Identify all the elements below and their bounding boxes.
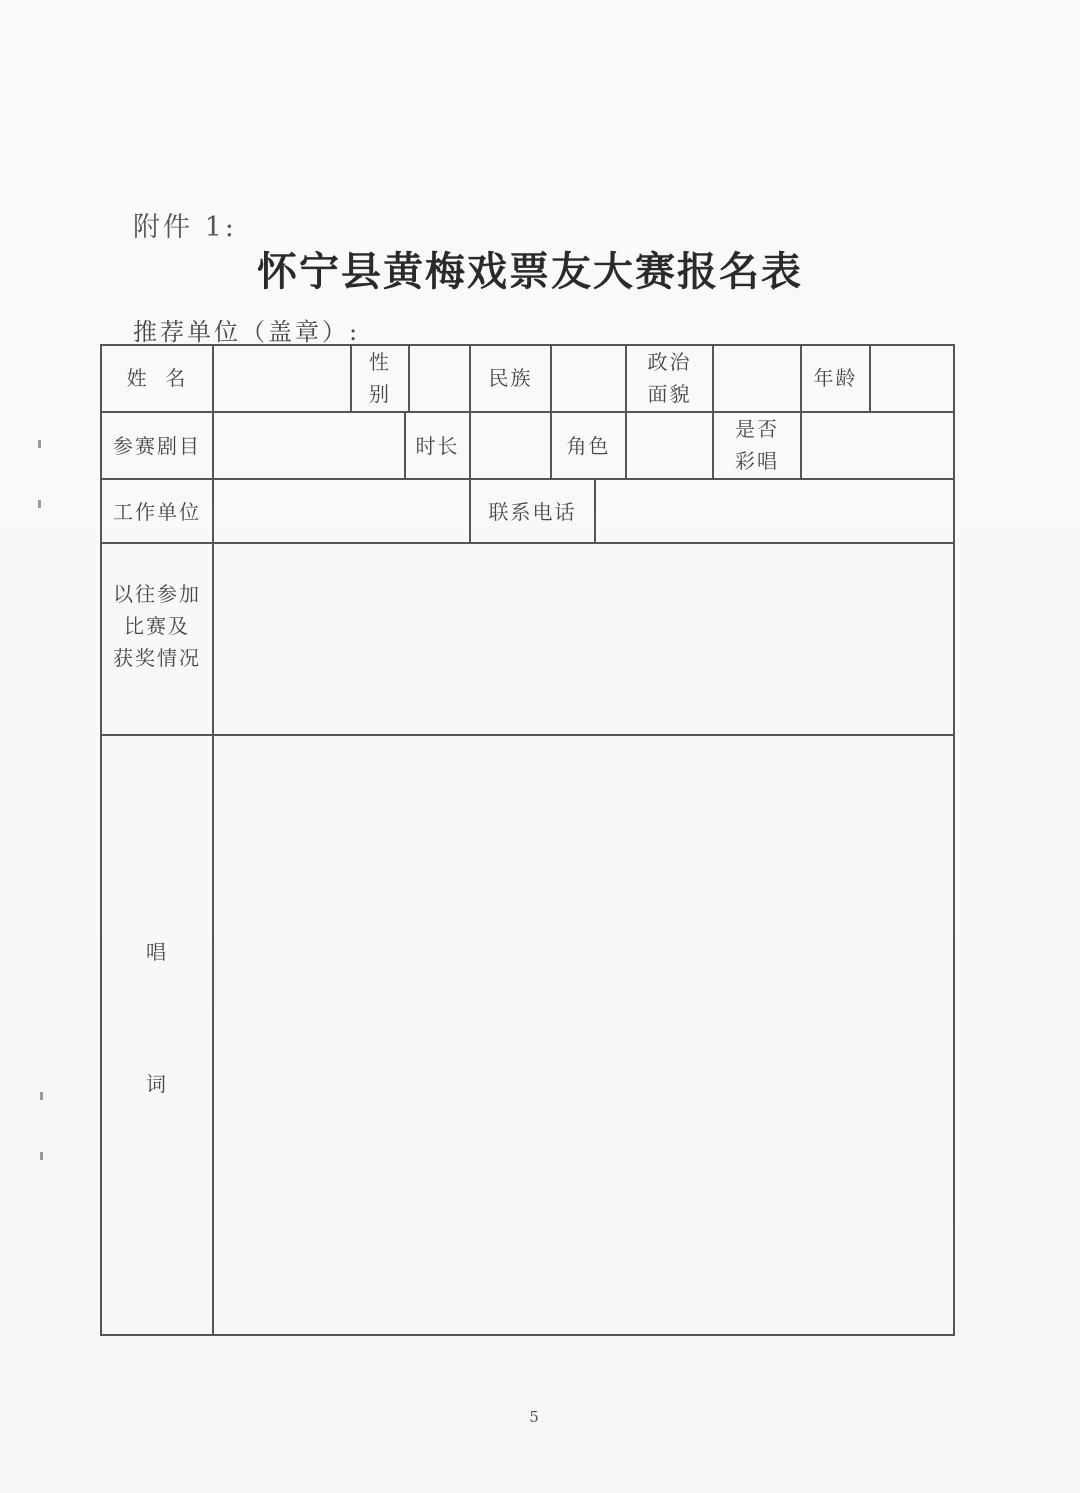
scan-artifact [40, 1092, 43, 1100]
costumed-label: 是否 彩唱 [735, 417, 779, 473]
age-field[interactable] [871, 346, 953, 410]
ethnicity-label: 民族 [488, 366, 533, 390]
role-label: 角色 [566, 434, 611, 458]
gender-label: 性 别 [369, 350, 391, 406]
competition-history-field[interactable] [214, 544, 953, 733]
phone-label: 联系电话 [488, 500, 577, 524]
lyrics-label-char-1: 唱 [146, 940, 168, 964]
ethnicity-field[interactable] [552, 346, 625, 410]
repertoire-label: 参赛剧目 [113, 434, 201, 458]
attachment-label: 附件 1: [133, 212, 237, 243]
political-status-field[interactable] [714, 346, 800, 410]
costumed-field[interactable] [802, 413, 953, 477]
scan-artifact [40, 1152, 43, 1160]
scan-artifact [38, 500, 41, 508]
repertoire-field[interactable] [214, 413, 404, 477]
phone-field[interactable] [596, 480, 953, 541]
lyrics-label-char-2: 词 [146, 1072, 168, 1096]
workplace-field[interactable] [214, 480, 469, 541]
page-number: 5 [529, 1408, 539, 1426]
recommend-unit-label: 推荐单位（盖章）: [133, 318, 361, 346]
name-label: 姓 名 [126, 366, 188, 390]
duration-label: 时长 [415, 434, 460, 458]
political-status-label: 政治 面貌 [647, 350, 692, 406]
competition-history-label: 以往参加 比赛及 获奖情况 [113, 582, 201, 670]
form-title: 怀宁县黄梅戏票友大赛报名表 [257, 248, 803, 295]
role-field[interactable] [627, 413, 712, 477]
gender-field[interactable] [410, 346, 469, 410]
lyrics-field[interactable] [214, 736, 953, 1334]
duration-field[interactable] [471, 413, 550, 477]
registration-form-table [100, 344, 955, 1336]
name-field[interactable] [214, 346, 350, 410]
workplace-label: 工作单位 [113, 500, 201, 524]
scan-artifact [38, 440, 41, 448]
age-label: 年龄 [813, 366, 858, 390]
